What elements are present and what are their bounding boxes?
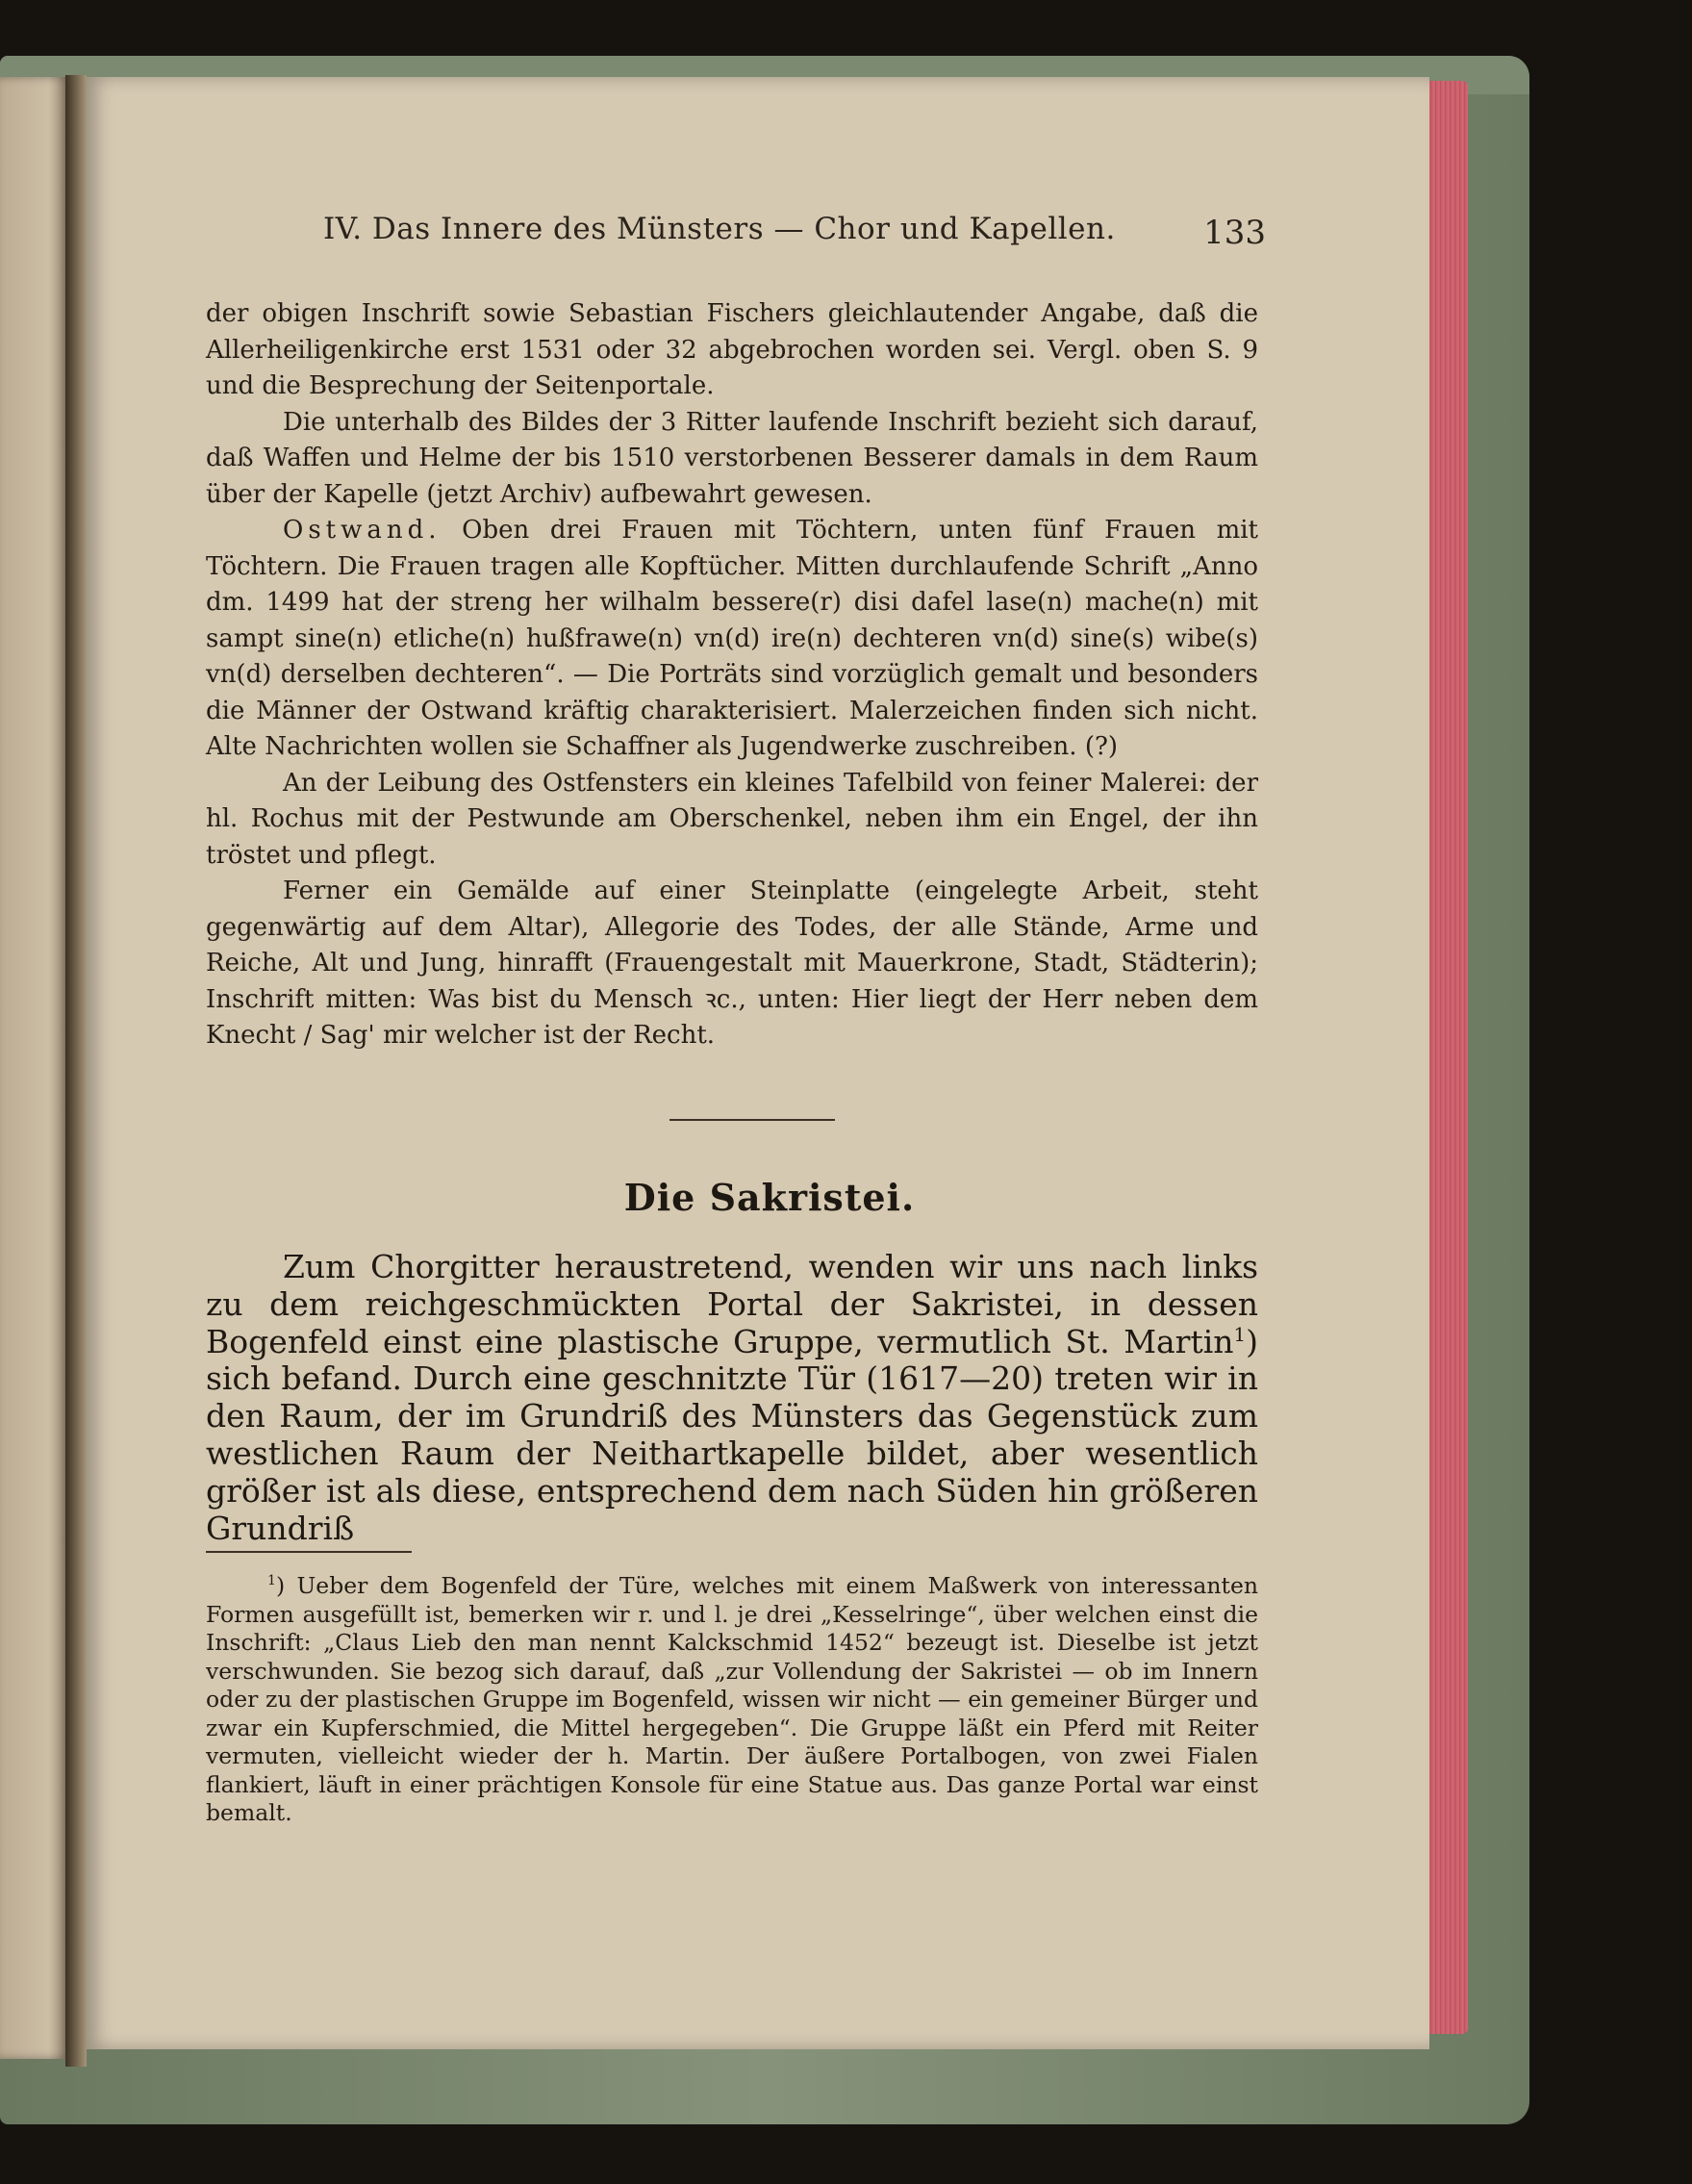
paragraph: der obigen Inschrift sowie Sebastian Fischers gleichlautender Angabe, daß die Allerheiligenkirche erst 1531 oder 32 abgebrochen worden sei. Vergl. oben S. 9 und die Besprechung der Seitenportale. [206,299,1258,400]
page-number: 133 [1203,214,1266,252]
paragraph-ostwand [206,513,1258,766]
left-page-edge [0,77,69,2059]
paragraph-text: Oben drei Frauen mit Töchtern, unten fünf Frauen mit Töchtern. Die Frauen tragen alle Kopftücher. Mitten durchlaufende Schrift „Anno dm. 1499 hat der streng her wilhalm bessere(r) disi dafel lase(n) mache(n) mit sampt sine(n) etliche(n) hußfrawe(n) vn(d) ire(n) dechteren vn(d) sine(s) wibe(s) vn(d) derselben dechteren“. — Die Porträts sind vorzüglich gemalt und besonders die Männer der Ostwand kräftig charakterisiert. Malerzeichen finden sich nicht. Alte Nachrichten wollen sie Schaffner als Jugendwerke zuschreiben. (?) [206,516,1259,761]
body-text-large [206,1249,1258,1547]
paragraph-text: ) sich befand. Durch eine geschnitzte Tür (1617—20) treten wir in den Raum, der im Grundriß des Münsters das Gegenstück zum westlichen Raum der Neithartkapelle bildet, aber wesentlich größer ist als diese, entsprechend dem nach Süden hin größeren Grundriß [206,1322,1258,1547]
book-gutter [65,75,87,2067]
running-head: IV. Das Innere des Münsters — Chor und Kapellen. [323,212,1116,246]
body-text-small [206,296,1258,1054]
footnotes [206,1572,1258,1828]
footnote-rule [206,1551,412,1553]
footnote-marker: 1 [267,1573,276,1589]
ostwand-label: Ostwand. [283,516,442,545]
paragraph-text: Zum Chorgitter heraustretend, wenden wir uns nach links zu dem reichgeschmückten Portal der Sakristei, in dessen Bogenfeld einst eine plastische Gruppe, vermutlich St. Martin [206,1248,1258,1360]
paragraph: An der Leibung des Ostfensters ein kleines Tafelbild von feiner Malerei: der hl. Rochus mit der Pestwunde am Oberschenkel, neben ihm ein Engel, der ihn tröstet und pflegt. [206,768,1258,870]
section-title: Die Sakristei. [623,1176,916,1219]
footnote-text: ) Ueber dem Bogenfeld der Türe, welches mit einem Maßwerk von interessanten Formen ausgefüllt ist, bemerken wir r. und l. je drei „Kesselringe“, über welchen einst die Inschrift: „Claus Lieb den man nennt Kalckschmid 1452“ bezeugt ist. Dieselbe ist jetzt verschwunden. Sie bezog sich darauf, daß „zur Vollendung der Sakristei — ob im Innern oder zu der plastischen Gruppe im Bogenfeld, wissen wir nicht — ein gemeiner Bürger und zwar ein Kupferschmied, die Mittel hergegeben“. Die Gruppe läßt ein Pferd mit Reiter vermuten, vielleicht wieder der h. Martin. Der äußere Portalbogen, von zwei Fialen flankiert, läuft in einer prächtigen Konsole für eine Statue aus. Das ganze Portal war einst bemalt. [206,1572,1258,1826]
paragraph: Ferner ein Gemälde auf einer Steinplatte (eingelegte Arbeit, steht gegenwärtig auf dem Altar), Allegorie des Todes, der alle Stände, Arme und Reiche, Alt und Jung, hinrafft (Frauengestalt mit Mauerkrone, Stadt, Städterin); Inschrift mitten: Was bist du Mensch ꝛc., unten: Hier liegt der Herr neben dem Knecht / Sag' mir welcher ist der Recht. [206,876,1258,1050]
paragraph [206,1249,1258,1547]
paragraph: Die unterhalb des Bildes der 3 Ritter laufende Inschrift bezieht sich darauf, daß Waffen und Helme der bis 1510 verstorbenen Besserer damals in dem Raum über der Kapelle (jetzt Archiv) aufbewahrt gewesen. [206,407,1258,509]
section-divider [669,1119,835,1121]
footnote-reference[interactable]: 1 [1233,1323,1247,1346]
footnote [206,1572,1258,1828]
